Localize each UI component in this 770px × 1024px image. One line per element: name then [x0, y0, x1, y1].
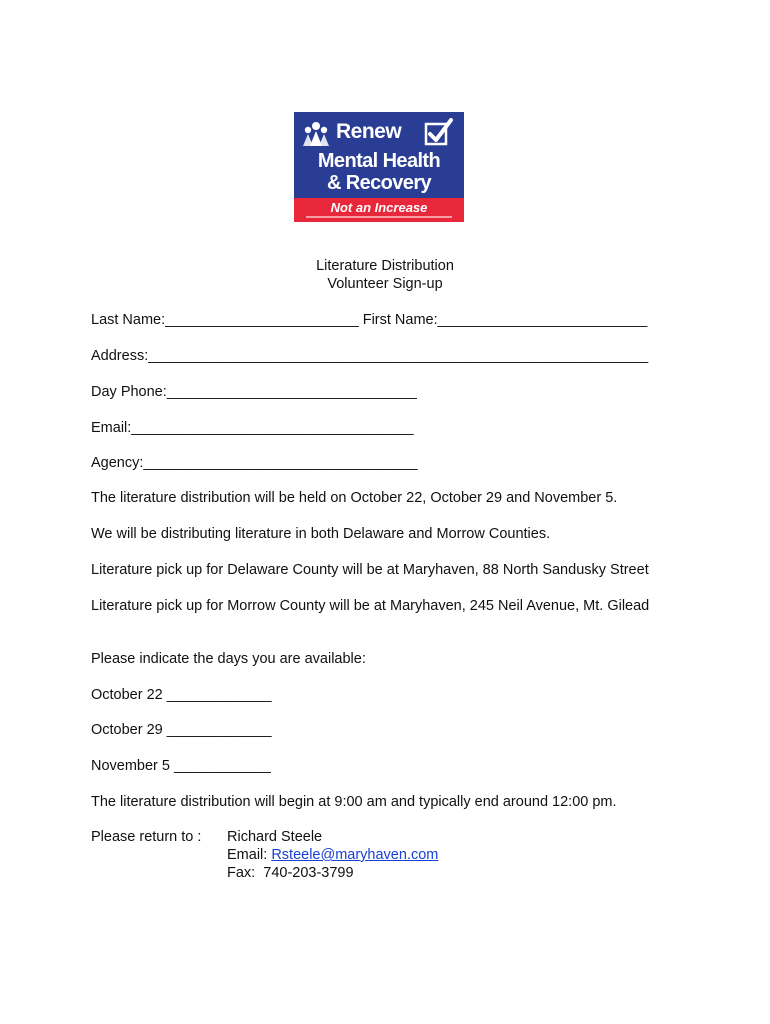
logo-red-band: [294, 198, 464, 222]
logo-line-recovery: & Recovery: [326, 172, 432, 194]
heading-line-2: Volunteer Sign-up: [327, 276, 443, 292]
return-label: Please return to :: [91, 829, 202, 845]
logo-top-row: [294, 118, 464, 150]
availability-october-29[interactable]: October 29 _____________: [91, 722, 272, 738]
checkbox-check-icon: [424, 118, 454, 148]
dates-paragraph: The literature distribution will be held on October 22, October 29 and November 5.: [91, 490, 618, 506]
email-field[interactable]: Email:___________________________________: [91, 420, 414, 436]
return-fax: Fax: 740-203-3799: [227, 865, 354, 881]
availability-prompt: Please indicate the days you are available:: [91, 651, 366, 667]
return-email-link[interactable]: Rsteele@maryhaven.com: [271, 847, 439, 863]
return-name: Richard Steele: [227, 829, 323, 845]
agency-field[interactable]: Agency:__________________________________: [91, 455, 418, 471]
counties-paragraph: We will be distributing literature in both Delaware and Morrow Counties.: [91, 526, 551, 542]
time-note: The literature distribution will begin at 9:00 am and typically end around 12:00 pm.: [91, 794, 617, 810]
delaware-pickup-paragraph: Literature pick up for Delaware County will be at Maryhaven, 88 North Sandusky Street: [91, 562, 649, 578]
morrow-pickup-paragraph: Literature pick up for Morrow County will be at Maryhaven, 245 Neil Avenue, Mt. Gilead: [91, 598, 650, 614]
logo-tagline: Not an Increase: [330, 200, 428, 215]
heading-line-1: Literature Distribution: [316, 258, 454, 274]
availability-october-22[interactable]: October 22 _____________: [91, 687, 272, 703]
day-phone-field[interactable]: Day Phone:_______________________________: [91, 384, 417, 400]
name-field-row[interactable]: Last Name:________________________ First Name:__________________________: [91, 312, 648, 328]
return-email-row: [227, 847, 438, 863]
availability-november-5[interactable]: November 5 ____________: [91, 758, 271, 774]
address-field[interactable]: Address:______________________________________________________________: [91, 348, 649, 364]
logo-line-mental-health: Mental Health: [317, 150, 441, 172]
people-icon: [302, 120, 330, 148]
logo-brand-text: Renew: [336, 120, 402, 143]
logo-fine-print: [306, 216, 452, 218]
renew-logo: [294, 112, 464, 222]
return-email-label: Email:: [227, 847, 272, 863]
